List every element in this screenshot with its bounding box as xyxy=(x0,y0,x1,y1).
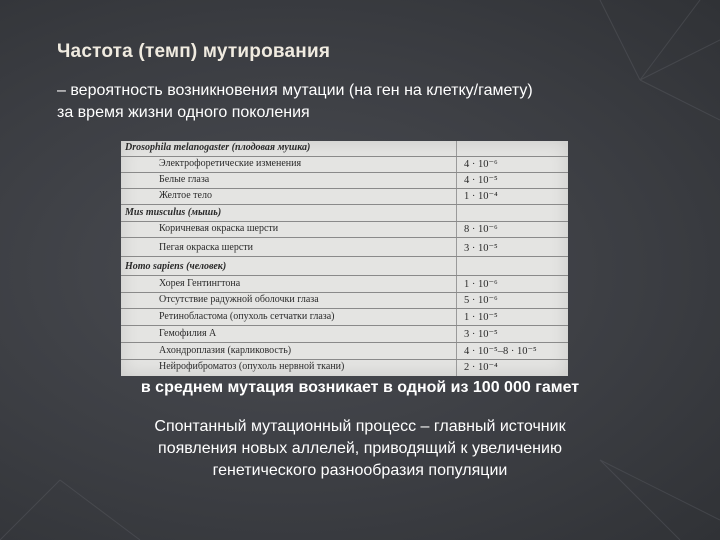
table-row xyxy=(121,360,568,376)
conclusion-line: Спонтанный мутационный процесс – главный источник xyxy=(154,418,566,435)
trait-name: Белые глаза xyxy=(159,174,210,185)
trait-name: Коричневая окраска шерсти xyxy=(159,223,279,234)
trait-name: Ретинобластома (опухоль сетчатки глаза) xyxy=(159,311,335,322)
table-row xyxy=(121,173,568,189)
trait-name: Ахондроплазия (карликовость) xyxy=(159,345,292,356)
conclusion-line: генетического разнообразия популяции xyxy=(212,462,508,479)
mutation-rate: 1 · 10⁻⁶ xyxy=(464,279,498,290)
average-rate-statement: в среднем мутация возникает в одной из 100 000 гамет xyxy=(140,379,580,396)
trait-name: Пегая окраска шерсти xyxy=(159,242,253,253)
trait-name: Желтое тело xyxy=(159,190,212,201)
trait-name: Хорея Гентингтона xyxy=(159,278,241,289)
trait-name: Нейрофиброматоз (опухоль нервной ткани) xyxy=(159,361,345,372)
table-row xyxy=(121,310,568,326)
slide-title: Частота (темп) мутирования xyxy=(57,41,331,62)
table-row xyxy=(121,327,568,343)
mutation-rate: 4 · 10⁻⁶ xyxy=(464,159,498,170)
definition-line: – вероятность возникновения мутации (на ген на клетку/гамету) xyxy=(57,82,533,99)
group-row xyxy=(121,141,568,157)
group-name: Mus musculus (мышь) xyxy=(125,207,222,218)
mutation-rate: 5 · 10⁻⁶ xyxy=(464,295,498,306)
table-row xyxy=(121,157,568,173)
mutation-rate: 4 · 10⁻⁵–8 · 10⁻⁵ xyxy=(464,346,537,357)
trait-name: Отсутствие радужной оболочки глаза xyxy=(159,294,319,305)
mutation-rate: 1 · 10⁻⁴ xyxy=(464,191,498,202)
table-row xyxy=(121,277,568,293)
table-row xyxy=(121,189,568,205)
trait-name: Электрофоретические изменения xyxy=(159,158,302,169)
group-name: Drosophila melanogaster (плодовая мушка) xyxy=(125,142,311,153)
mutation-rate: 3 · 10⁻⁵ xyxy=(464,329,498,340)
trait-name: Гемофилия А xyxy=(159,328,217,339)
mutation-rate: 4 · 10⁻⁵ xyxy=(464,175,498,186)
mutation-rate: 1 · 10⁻⁵ xyxy=(464,312,498,323)
definition-line: за время жизни одного поколения xyxy=(57,104,310,121)
table-row xyxy=(121,293,568,309)
group-row xyxy=(121,260,568,276)
group-name: Homo sapiens (человек) xyxy=(125,261,227,272)
conclusion-text xyxy=(0,416,720,482)
mutation-rate-table xyxy=(121,141,568,376)
table-row xyxy=(121,344,568,360)
table-row xyxy=(121,241,568,257)
definition-text xyxy=(57,80,677,124)
mutation-rate: 2 · 10⁻⁴ xyxy=(464,362,498,373)
table-row xyxy=(121,222,568,238)
mutation-rate: 3 · 10⁻⁵ xyxy=(464,243,498,254)
mutation-rate: 8 · 10⁻⁶ xyxy=(464,224,498,235)
conclusion-line: появления новых аллелей, приводящий к увеличению xyxy=(158,440,562,457)
group-row xyxy=(121,206,568,222)
